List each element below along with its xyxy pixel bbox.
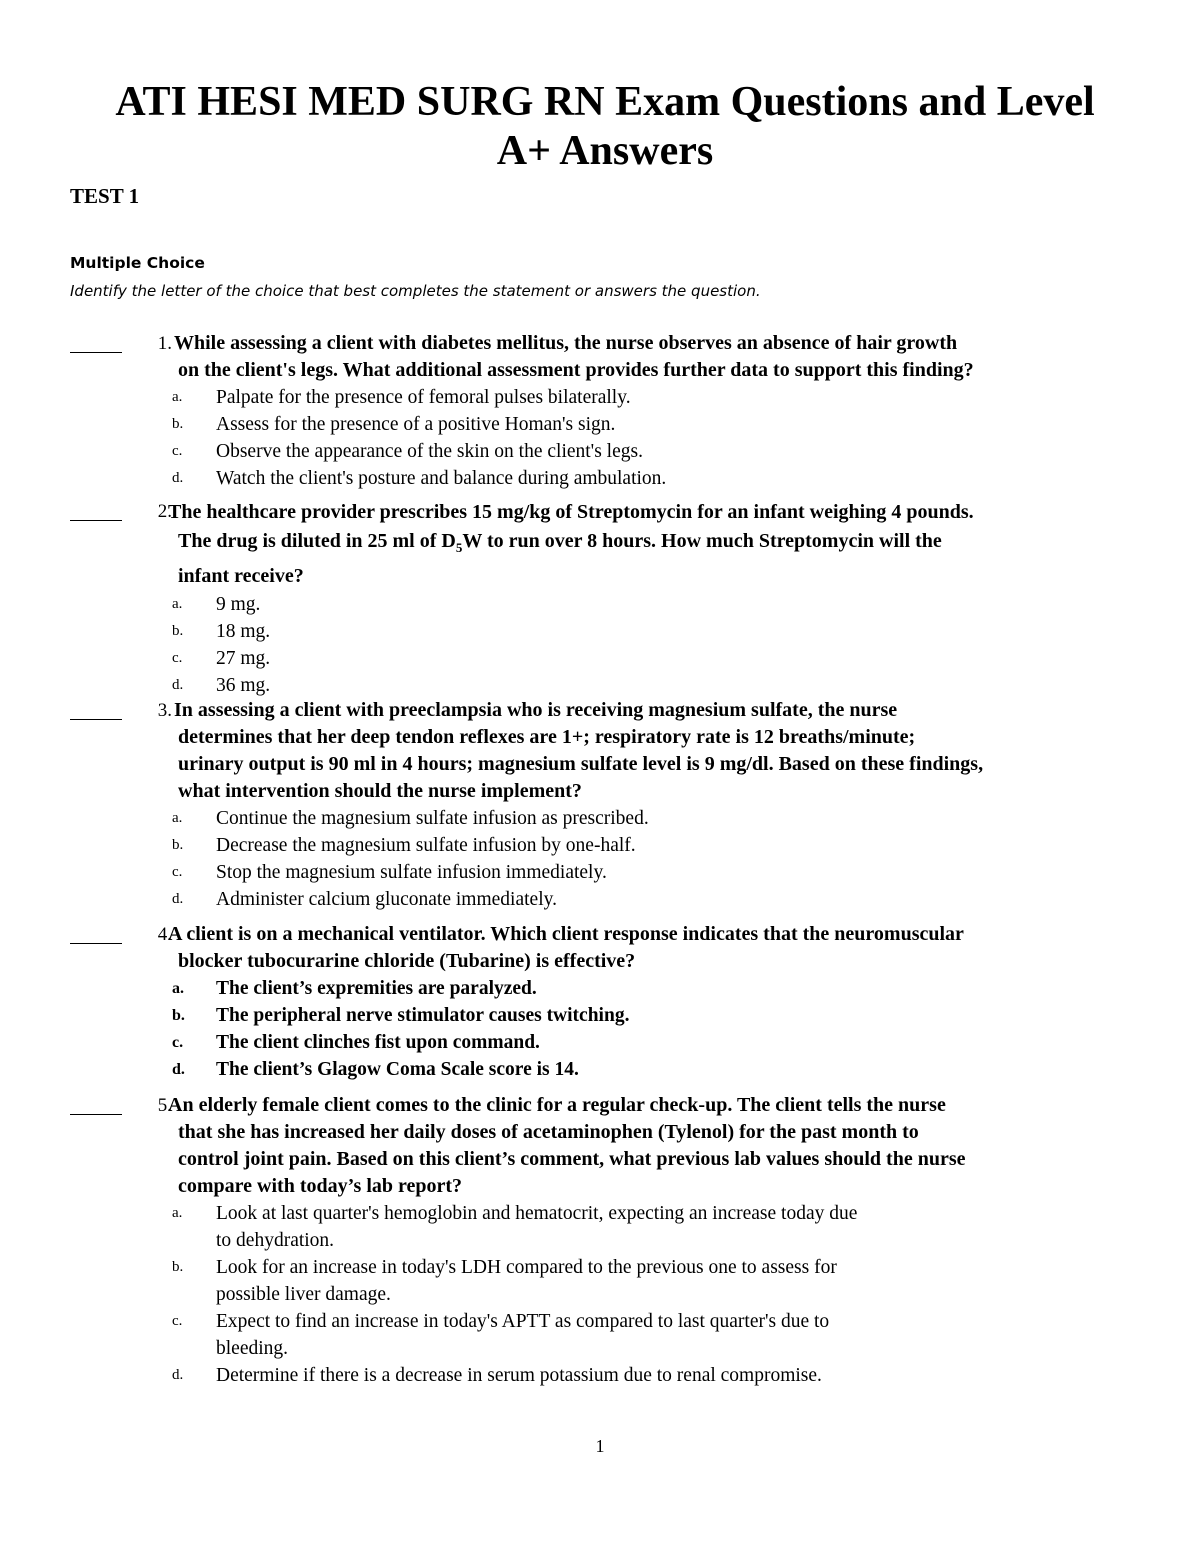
answer-option-c[interactable] — [172, 859, 1150, 886]
option-text: Expect to find an increase in today's APTT as compared to last quarter's due to — [216, 1311, 830, 1332]
question-text-line: While assessing a client with diabetes mellitus, the nurse observes an absence of hair growth — [174, 332, 958, 354]
option-text-continuation: bleeding. — [216, 1338, 289, 1359]
question-text-line: on the client's legs. What additional assessment provides further data to support this finding? — [178, 359, 974, 381]
answer-option-b[interactable] — [172, 1254, 1150, 1308]
answer-option-a[interactable] — [172, 384, 1150, 411]
option-text: Look for an increase in today's LDH compared to the previous one to assess for — [216, 1257, 837, 1278]
option-letter: a. — [172, 596, 183, 612]
answer-options — [172, 591, 1150, 699]
option-letter: a. — [172, 980, 184, 997]
page-number: 1 — [595, 1436, 605, 1456]
answer-option-c[interactable] — [172, 438, 1150, 465]
answer-blank[interactable] — [70, 1114, 122, 1115]
option-text: 27 mg. — [216, 648, 271, 669]
option-letter: b. — [172, 623, 184, 639]
option-text: 18 mg. — [216, 621, 271, 642]
option-text-continuation: to dehydration. — [216, 1230, 335, 1251]
answer-option-a[interactable] — [172, 1200, 1150, 1254]
answer-options — [172, 975, 1150, 1083]
option-letter: c. — [172, 443, 183, 459]
option-letter: d. — [172, 891, 184, 907]
answer-option-a[interactable] — [172, 805, 1150, 832]
answer-option-b[interactable] — [172, 411, 1150, 438]
option-letter: d. — [172, 1367, 184, 1383]
option-text-continuation: possible liver damage. — [216, 1284, 391, 1305]
option-letter: d. — [172, 1061, 185, 1078]
answer-blank[interactable] — [70, 943, 122, 944]
document-title — [60, 78, 1150, 176]
question-text-line: In assessing a client with preeclampsia who is receiving magnesium sulfate, the nurse — [174, 699, 898, 721]
question-text — [168, 921, 1150, 975]
option-text: Observe the appearance of the skin on the client's legs. — [216, 441, 643, 462]
question-text-line: that she has increased her daily doses of acetaminophen (Tylenol) for the past month to — [178, 1121, 919, 1143]
option-letter: a. — [172, 389, 183, 405]
question-text — [168, 1092, 1150, 1200]
question-text-line: compare with today’s lab report? — [178, 1175, 463, 1197]
question-number: 4. — [157, 924, 172, 945]
question-number: 2. — [157, 501, 172, 522]
question-text-line: urinary output is 90 ml in 4 hours; magnesium sulfate level is 9 mg/dl. Based on these findings, — [178, 753, 984, 775]
option-text: Palpate for the presence of femoral pulses bilaterally. — [216, 387, 631, 408]
title-line-2: A+ Answers — [496, 128, 714, 174]
option-text: Determine if there is a decrease in serum potassium due to renal compromise. — [216, 1365, 822, 1386]
answer-option-d[interactable] — [172, 886, 1150, 913]
question-text-line: An elderly female client comes to the clinic for a regular check-up. The client tells the nurse — [168, 1094, 946, 1116]
option-letter: c. — [172, 1034, 184, 1051]
question-text-line: The drug is diluted in 25 ml of $D_5W$ to run over 8 hours. How much Streptomycin will the — [178, 530, 942, 555]
option-text: The client’s expremities are paralyzed. — [216, 978, 537, 999]
question-number: 5. — [157, 1095, 172, 1116]
answer-options — [172, 384, 1150, 492]
question-text-line: determines that her deep tendon reflexes are 1+; respiratory rate is 12 breaths/minute; — [178, 726, 916, 748]
question-text-line: control joint pain. Based on this client’s comment, what previous lab values should the nurse — [178, 1148, 966, 1170]
option-letter: c. — [172, 650, 183, 666]
option-letter: c. — [172, 864, 183, 880]
question-number: 1. — [157, 333, 172, 354]
section-title: Multiple Choice — [70, 254, 205, 272]
question-text — [168, 498, 1150, 591]
answer-options — [172, 1200, 1150, 1389]
option-text: The client’s Glagow Coma Scale score is 14. — [216, 1059, 579, 1080]
answer-option-c[interactable] — [172, 1029, 1150, 1056]
test-label: TEST 1 — [70, 184, 140, 208]
answer-option-a[interactable] — [172, 591, 1150, 618]
option-text: Decrease the magnesium sulfate infusion by one-half. — [216, 835, 636, 856]
answer-option-b[interactable] — [172, 1002, 1150, 1029]
option-letter: b. — [172, 837, 184, 853]
answer-option-c[interactable] — [172, 1308, 1150, 1362]
option-text: The client clinches fist upon command. — [216, 1032, 540, 1053]
option-letter: b. — [172, 1007, 185, 1024]
question-text-line: A client is on a mechanical ventilator. Which client response indicates that the neuromuscular — [168, 923, 964, 945]
answer-option-c[interactable] — [172, 645, 1150, 672]
question-2 — [70, 498, 1150, 699]
question-5 — [70, 1092, 1150, 1389]
option-text: The peripheral nerve stimulator causes twitching. — [216, 1005, 630, 1026]
option-text: Administer calcium gluconate immediately. — [216, 889, 557, 910]
question-3 — [70, 697, 1150, 913]
option-letter: c. — [172, 1313, 183, 1329]
option-letter: a. — [172, 1205, 183, 1221]
answer-blank[interactable] — [70, 719, 122, 720]
answer-option-d[interactable] — [172, 465, 1150, 492]
question-number: 3. — [157, 700, 172, 721]
question-text-line: infant receive? — [178, 565, 304, 587]
answer-option-a[interactable] — [172, 975, 1150, 1002]
question-text-line: what intervention should the nurse implement? — [178, 780, 582, 802]
option-letter: d. — [172, 677, 184, 693]
title-line-1: ATI HESI MED SURG RN Exam Questions and Level — [115, 79, 1095, 125]
question-4 — [70, 921, 1150, 1083]
answer-blank[interactable] — [70, 520, 122, 521]
instructions: Identify the letter of the choice that best completes the statement or answers the question. — [70, 282, 761, 300]
option-letter: b. — [172, 1259, 184, 1275]
option-text: Assess for the presence of a positive Homan's sign. — [216, 414, 616, 435]
subscript: 5 — [455, 540, 463, 555]
answer-options — [172, 805, 1150, 913]
option-text: 36 mg. — [216, 675, 271, 696]
option-letter: a. — [172, 810, 183, 826]
answer-option-d[interactable] — [172, 1362, 1150, 1389]
option-text: Look at last quarter's hemoglobin and hematocrit, expecting an increase today due — [216, 1203, 858, 1224]
option-text: Watch the client's posture and balance during ambulation. — [216, 468, 667, 489]
answer-option-d[interactable] — [172, 1056, 1150, 1083]
answer-blank[interactable] — [70, 352, 122, 353]
option-text: Continue the magnesium sulfate infusion as prescribed. — [216, 808, 649, 829]
answer-option-d[interactable] — [172, 672, 1150, 699]
answer-option-b[interactable] — [172, 832, 1150, 859]
question-1 — [70, 330, 1150, 492]
option-text: Stop the magnesium sulfate infusion immediately. — [216, 862, 607, 883]
question-text-line: The healthcare provider prescribes 15 mg/kg of Streptomycin for an infant weighing 4 pounds. — [168, 501, 974, 523]
answer-option-b[interactable] — [172, 618, 1150, 645]
question-text — [174, 697, 1150, 805]
question-text-line: blocker tubocurarine chloride (Tubarine) is effective? — [178, 950, 636, 972]
option-text: 9 mg. — [216, 594, 261, 615]
question-text — [174, 330, 1150, 384]
option-letter: b. — [172, 416, 184, 432]
option-letter: d. — [172, 470, 184, 486]
